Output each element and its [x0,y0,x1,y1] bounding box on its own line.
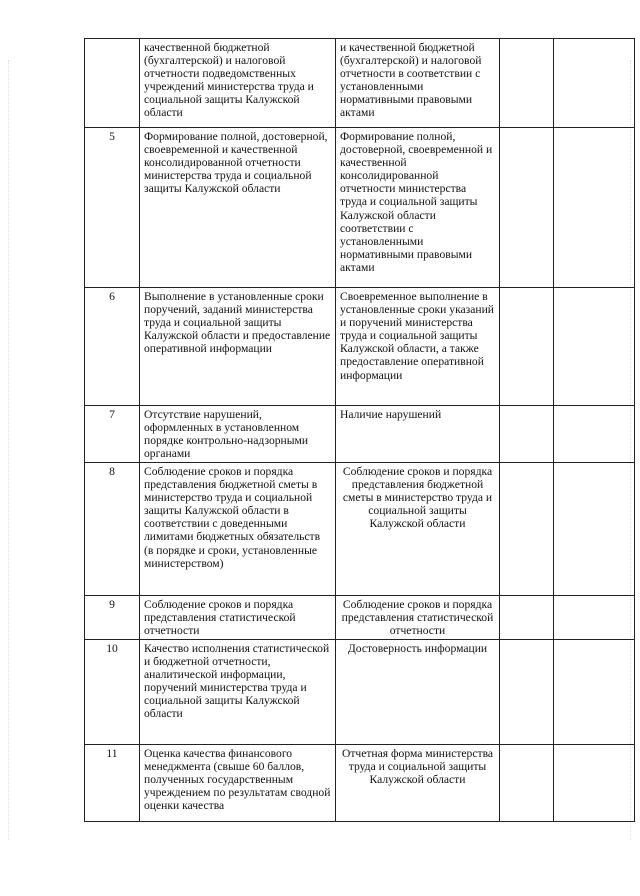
table-row [85,640,635,745]
scan-edge-left [8,60,10,840]
indicator-cell: Своевременное выполнение в установленные сроки указаний и поручений министерства труда и социальной защиты Калужской области, а также предоставление оперативной информации [336,288,500,406]
indicator-cell: Соблюдение сроков и порядка представления бюджетной сметы в министерство труда и социальной защиты Калужской области [336,463,500,596]
empty-cell [500,406,554,463]
empty-cell [500,39,554,128]
table-row [85,406,635,463]
criterion-cell: качественной бюджетной (бухгалтерской) и налоговой отчетности подведомственных учреждений министерства труда и социальной защиты Калужской области [140,39,336,128]
table-row [85,128,635,288]
empty-cell [554,463,635,596]
empty-cell [554,640,635,745]
criteria-table [84,38,635,822]
empty-cell [554,406,635,463]
row-number: 8 [85,463,140,596]
row-number: 5 [85,128,140,288]
empty-cell [500,745,554,822]
indicator-cell: и качественной бюджетной (бухгалтерской) и налоговой отчетности в соответствии с установленными нормативными правовыми актами [336,39,500,128]
criteria-table-body [85,39,635,822]
table-row [85,463,635,596]
criterion-cell: Оценка качества финансового менеджмента (свыше 60 баллов, полученных государственным учреждением по результатам сводной оценки качества [140,745,336,822]
criterion-cell: Соблюдение сроков и порядка представления статистической отчетности [140,596,336,640]
indicator-cell: Отчетная форма министерства труда и социальной защиты Калужской области [336,745,500,822]
empty-cell [554,288,635,406]
row-number: 10 [85,640,140,745]
indicator-cell: Соблюдение сроков и порядка представления статистической отчетности [336,596,500,640]
indicator-cell: Наличие нарушений [336,406,500,463]
empty-cell [500,463,554,596]
table-row [85,596,635,640]
criterion-cell: Отсутствие нарушений, оформленных в установленном порядке контрольно-надзорными органами [140,406,336,463]
row-number: 6 [85,288,140,406]
empty-cell [500,128,554,288]
row-number: 7 [85,406,140,463]
empty-cell [554,596,635,640]
empty-cell [500,596,554,640]
indicator-cell: Формирование полной, достоверной, своевременной и качественной консолидированной отчетности министерства труда и социальной защиты Калужской области соответствии с установленными нормативными правовыми актами [336,128,500,288]
row-number: 11 [85,745,140,822]
empty-cell [500,288,554,406]
empty-cell [554,39,635,128]
criterion-cell: Соблюдение сроков и порядка представления бюджетной сметы в министерство труда и социальной защиты Калужской области в соответствии с доведенными лимитами бюджетных обязательств (в порядке и сроки, установленные министерством) [140,463,336,596]
criterion-cell: Формирование полной, достоверной, своевременной и качественной консолидированной отчетности министерства труда и социальной защиты Калужской области [140,128,336,288]
empty-cell [554,128,635,288]
criterion-cell: Качество исполнения статистической и бюджетной отчетности, аналитической информации, поручений министерства труда и социальной защиты Калужской области [140,640,336,745]
table-row [85,39,635,128]
empty-cell [500,640,554,745]
criterion-cell: Выполнение в установленные сроки поручений, заданий министерства труда и социальной защиты Калужской области и предоставление оперативной информации [140,288,336,406]
indicator-cell: Достоверность информации [336,640,500,745]
row-number: 9 [85,596,140,640]
table-row [85,745,635,822]
empty-cell [554,745,635,822]
row-number [85,39,140,128]
table-row [85,288,635,406]
